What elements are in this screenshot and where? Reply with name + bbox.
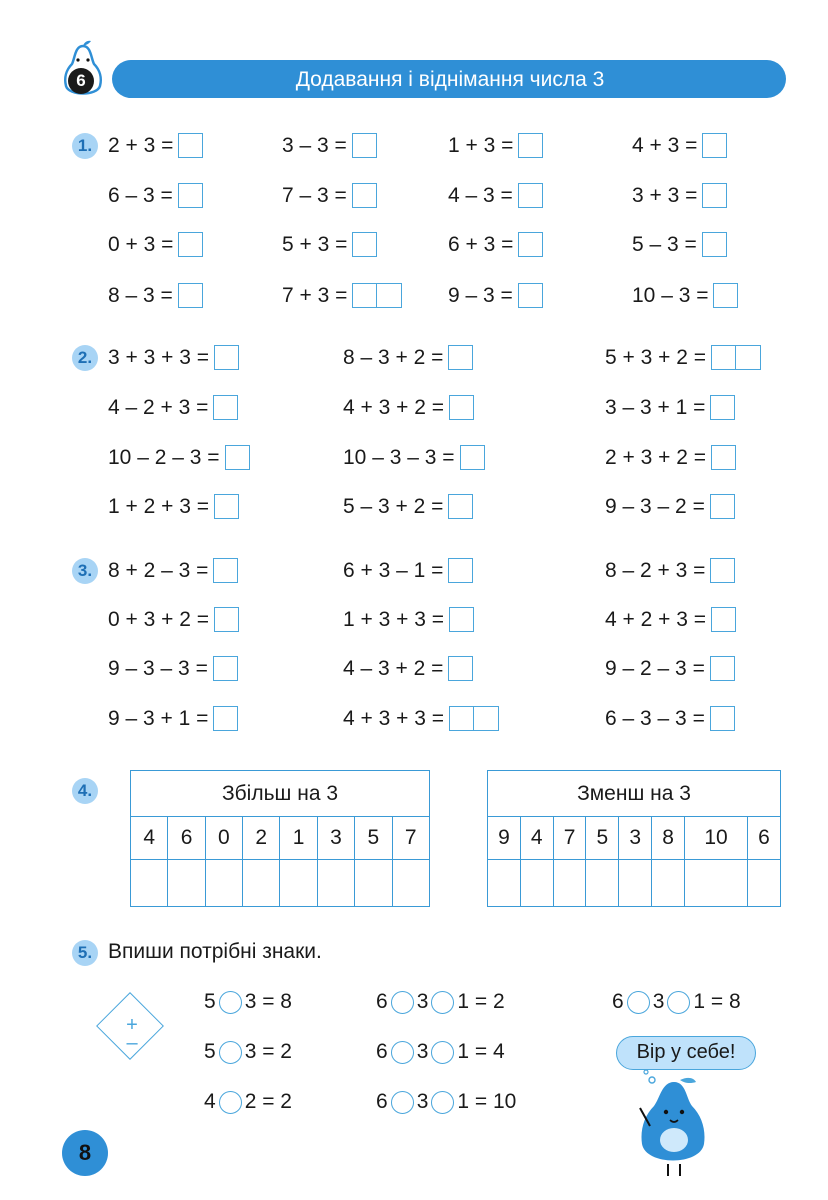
table-number: 3: [619, 817, 652, 860]
decrease-table: [487, 770, 781, 907]
answer-box[interactable]: [702, 232, 727, 257]
equation-text: 9 – 3 – 3 =: [108, 656, 208, 680]
minus-sign: –: [126, 1032, 138, 1054]
equation-text: 0 + 3 =: [108, 232, 174, 256]
table-number: 10: [684, 817, 747, 860]
equation: [632, 133, 727, 158]
equation: [108, 232, 203, 257]
equation-part: 3: [416, 1040, 429, 1063]
table-answer-cell[interactable]: [355, 860, 392, 907]
equation: [108, 345, 239, 370]
sign-equation: [612, 990, 741, 1014]
sign-equation: [376, 1040, 505, 1064]
answer-box[interactable]: [213, 395, 238, 420]
equation-text: 4 + 3 + 2 =: [343, 395, 445, 419]
page-number: 8: [62, 1130, 108, 1176]
equation: [282, 183, 377, 208]
table-number: 2: [243, 817, 280, 860]
equation: [343, 558, 473, 583]
equation-text: 10 – 3 =: [632, 283, 709, 307]
answer-box[interactable]: [702, 133, 727, 158]
lesson-number: 6: [68, 68, 94, 94]
equation-part: 3 = 8: [244, 990, 292, 1013]
equation: [605, 494, 735, 519]
equation-text: 5 + 3 + 2 =: [605, 345, 707, 369]
equation: [108, 706, 238, 731]
answer-box[interactable]: [214, 494, 239, 519]
equation: [108, 183, 203, 208]
equation: [343, 494, 473, 519]
equation: [108, 607, 239, 632]
equation-part: 3: [416, 990, 429, 1013]
table-answer-cell[interactable]: [168, 860, 205, 907]
equation-part: 6: [376, 1090, 388, 1113]
pear-mascot-icon: [630, 1068, 716, 1180]
answer-box[interactable]: [214, 345, 239, 370]
equation: [448, 283, 543, 308]
table-answer-cell[interactable]: [553, 860, 586, 907]
table-answer-cell[interactable]: [392, 860, 429, 907]
plus-sign: +: [126, 1014, 138, 1036]
answer-box[interactable]: [711, 445, 736, 470]
table-number: 4: [520, 817, 553, 860]
table-answer-cell[interactable]: [520, 860, 553, 907]
equation-text: 5 – 3 + 2 =: [343, 494, 444, 518]
task-number-4: 4.: [72, 778, 98, 804]
equation-text: 5 + 3 =: [282, 232, 348, 256]
answer-box[interactable]: [178, 283, 203, 308]
answer-box[interactable]: [460, 445, 485, 470]
equation: [108, 283, 203, 308]
equation: [448, 232, 543, 257]
answer-box[interactable]: [225, 445, 250, 470]
equation: [605, 345, 761, 370]
equation: [108, 656, 238, 681]
answer-box[interactable]: [711, 607, 736, 632]
table-number: 5: [586, 817, 619, 860]
table-number: 1: [280, 817, 317, 860]
sign-circle[interactable]: [667, 991, 690, 1014]
sign-circle[interactable]: [391, 1041, 414, 1064]
equation: [448, 133, 543, 158]
page-title: Додавання і віднімання числа 3: [295, 68, 605, 91]
equation-part: 6: [376, 1040, 388, 1063]
equation-text: 6 + 3 =: [448, 232, 514, 256]
answer-box[interactable]: [710, 558, 735, 583]
sign-circle[interactable]: [391, 991, 414, 1014]
sign-equation: [376, 990, 505, 1014]
equation-text: 8 – 3 =: [108, 283, 173, 307]
equation: [343, 607, 474, 632]
equation-text: 6 + 3 – 1 =: [343, 558, 444, 582]
equation-text: 4 – 3 =: [448, 183, 513, 207]
sign-equation: [204, 1090, 292, 1114]
table-number: 6: [748, 817, 781, 860]
sign-equation: [204, 1040, 292, 1064]
table-number: 6: [168, 817, 205, 860]
equation: [108, 494, 239, 519]
answer-box[interactable]: [710, 656, 735, 681]
equation-text: 3 – 3 + 1 =: [605, 395, 706, 419]
equation: [282, 232, 377, 257]
equation-text: 6 – 3 – 3 =: [605, 706, 705, 730]
equation-part: 6: [376, 990, 388, 1013]
equation-text: 8 – 3 + 2 =: [343, 345, 444, 369]
equation-part: 5: [204, 990, 216, 1013]
equation: [605, 706, 735, 731]
equation-text: 5 – 3 =: [632, 232, 697, 256]
equation-text: 7 + 3 =: [282, 283, 348, 307]
table-answer-cell[interactable]: [317, 860, 354, 907]
table-answer-cell[interactable]: [748, 860, 781, 907]
equation-text: 9 – 2 – 3 =: [605, 656, 705, 680]
sign-equation: [204, 990, 292, 1014]
answer-box[interactable]: [449, 607, 474, 632]
answer-box[interactable]: [214, 607, 239, 632]
answer-box[interactable]: [213, 656, 238, 681]
equation-text: 0 + 3 + 2 =: [108, 607, 210, 631]
equation: [605, 607, 736, 632]
sign-circle[interactable]: [219, 991, 242, 1014]
table-number: 4: [131, 817, 168, 860]
answer-box[interactable]: [448, 345, 473, 370]
speech-bubble: Вір у себе!: [616, 1036, 756, 1070]
equation-part: 3: [652, 990, 665, 1013]
equation-text: 8 – 2 + 3 =: [605, 558, 706, 582]
task5-instruction: Впиши потрібні знаки.: [108, 940, 322, 963]
answer-box[interactable]: [352, 183, 377, 208]
sign-circle[interactable]: [627, 991, 650, 1014]
table-number: 7: [553, 817, 586, 860]
equation: [108, 445, 250, 470]
task-number-2: 2.: [72, 345, 98, 371]
answer-box[interactable]: [449, 395, 474, 420]
table-number: 5: [355, 817, 392, 860]
equation-text: 1 + 3 =: [448, 133, 514, 157]
equation-part: 4: [204, 1090, 216, 1113]
answer-box[interactable]: [711, 345, 761, 370]
equation-text: 4 – 2 + 3 =: [108, 395, 209, 419]
equation: [632, 183, 727, 208]
answer-box[interactable]: [518, 283, 543, 308]
sign-circle[interactable]: [431, 1091, 454, 1114]
table-number: 0: [205, 817, 242, 860]
equation-part: 1 = 2: [457, 990, 505, 1013]
equation: [605, 445, 736, 470]
equation: [632, 283, 738, 308]
equation-text: 9 – 3 =: [448, 283, 513, 307]
equation: [605, 558, 735, 583]
equation-text: 1 + 2 + 3 =: [108, 494, 210, 518]
equation-part: 3: [416, 1090, 429, 1113]
equation-text: 10 – 3 – 3 =: [343, 445, 455, 469]
equation-text: 4 – 3 + 2 =: [343, 656, 444, 680]
sign-equation: [376, 1090, 516, 1114]
equation: [108, 395, 238, 420]
equation: [343, 656, 473, 681]
table-answer-cell[interactable]: [131, 860, 168, 907]
equation-text: 4 + 2 + 3 =: [605, 607, 707, 631]
increase-table: [130, 770, 430, 907]
table-number: 7: [392, 817, 429, 860]
equation-text: 3 – 3 =: [282, 133, 347, 157]
equation: [282, 133, 377, 158]
answer-box[interactable]: [213, 706, 238, 731]
equation-text: 7 – 3 =: [282, 183, 347, 207]
equation: [605, 656, 735, 681]
equation-text: 10 – 2 – 3 =: [108, 445, 220, 469]
sign-circle[interactable]: [431, 1041, 454, 1064]
table-answer-cell[interactable]: [586, 860, 619, 907]
answer-box[interactable]: [178, 232, 203, 257]
equation-text: 3 + 3 =: [632, 183, 698, 207]
equation-text: 4 + 3 =: [632, 133, 698, 157]
table-answer-cell[interactable]: [619, 860, 652, 907]
table-number: 9: [488, 817, 521, 860]
equation: [343, 345, 473, 370]
equation: [343, 395, 474, 420]
answer-box[interactable]: [352, 232, 377, 257]
answer-box[interactable]: [178, 183, 203, 208]
task-number-5: 5.: [72, 940, 98, 966]
equation: [605, 395, 735, 420]
table-answer-cell[interactable]: [205, 860, 242, 907]
equation: [282, 283, 402, 308]
answer-box[interactable]: [518, 133, 543, 158]
equation-text: 9 – 3 + 1 =: [108, 706, 209, 730]
equation-part: 1 = 10: [457, 1090, 517, 1113]
sign-circle[interactable]: [219, 1041, 242, 1064]
equation-text: 1 + 3 + 3 =: [343, 607, 445, 631]
answer-box[interactable]: [710, 706, 735, 731]
answer-box[interactable]: [713, 283, 738, 308]
table-answer-cell[interactable]: [488, 860, 521, 907]
answer-box[interactable]: [352, 133, 377, 158]
equation: [343, 445, 485, 470]
table-number: 3: [317, 817, 354, 860]
answer-box[interactable]: [213, 558, 238, 583]
answer-box[interactable]: [449, 706, 499, 731]
equation-part: 5: [204, 1040, 216, 1063]
equation-part: 2 = 2: [244, 1090, 292, 1113]
answer-box[interactable]: [518, 183, 543, 208]
equation: [632, 232, 727, 257]
answer-box[interactable]: [448, 494, 473, 519]
table-answer-cell[interactable]: [280, 860, 317, 907]
answer-box[interactable]: [710, 494, 735, 519]
sign-circle[interactable]: [219, 1091, 242, 1114]
equation-part: 6: [612, 990, 624, 1013]
sign-circle[interactable]: [391, 1091, 414, 1114]
equation: [108, 133, 203, 158]
equation-part: 1 = 4: [457, 1040, 505, 1063]
task-number-1: 1.: [72, 133, 98, 159]
equation-text: 2 + 3 =: [108, 133, 174, 157]
answer-box[interactable]: [702, 183, 727, 208]
equation: [108, 558, 238, 583]
equation-text: 6 – 3 =: [108, 183, 173, 207]
equation: [448, 183, 543, 208]
answer-box[interactable]: [710, 395, 735, 420]
equation: [343, 706, 499, 731]
table-answer-cell[interactable]: [652, 860, 685, 907]
answer-box[interactable]: [518, 232, 543, 257]
sign-circle[interactable]: [431, 991, 454, 1014]
decrease-table-title: Зменш на 3: [488, 771, 781, 817]
equation-part: 3 = 2: [244, 1040, 292, 1063]
task-number-3: 3.: [72, 558, 98, 584]
table-answer-cell[interactable]: [684, 860, 747, 907]
equation-text: 8 + 2 – 3 =: [108, 558, 209, 582]
equation-text: 2 + 3 + 2 =: [605, 445, 707, 469]
answer-box[interactable]: [352, 283, 402, 308]
answer-box[interactable]: [448, 656, 473, 681]
answer-box[interactable]: [178, 133, 203, 158]
answer-box[interactable]: [448, 558, 473, 583]
equation-text: 4 + 3 + 3 =: [343, 706, 445, 730]
equation-part: 1 = 8: [693, 990, 741, 1013]
equation-text: 3 + 3 + 3 =: [108, 345, 210, 369]
table-number: 8: [652, 817, 685, 860]
equation-text: 9 – 3 – 2 =: [605, 494, 705, 518]
increase-table-title: Збільш на 3: [131, 771, 430, 817]
table-answer-cell[interactable]: [243, 860, 280, 907]
